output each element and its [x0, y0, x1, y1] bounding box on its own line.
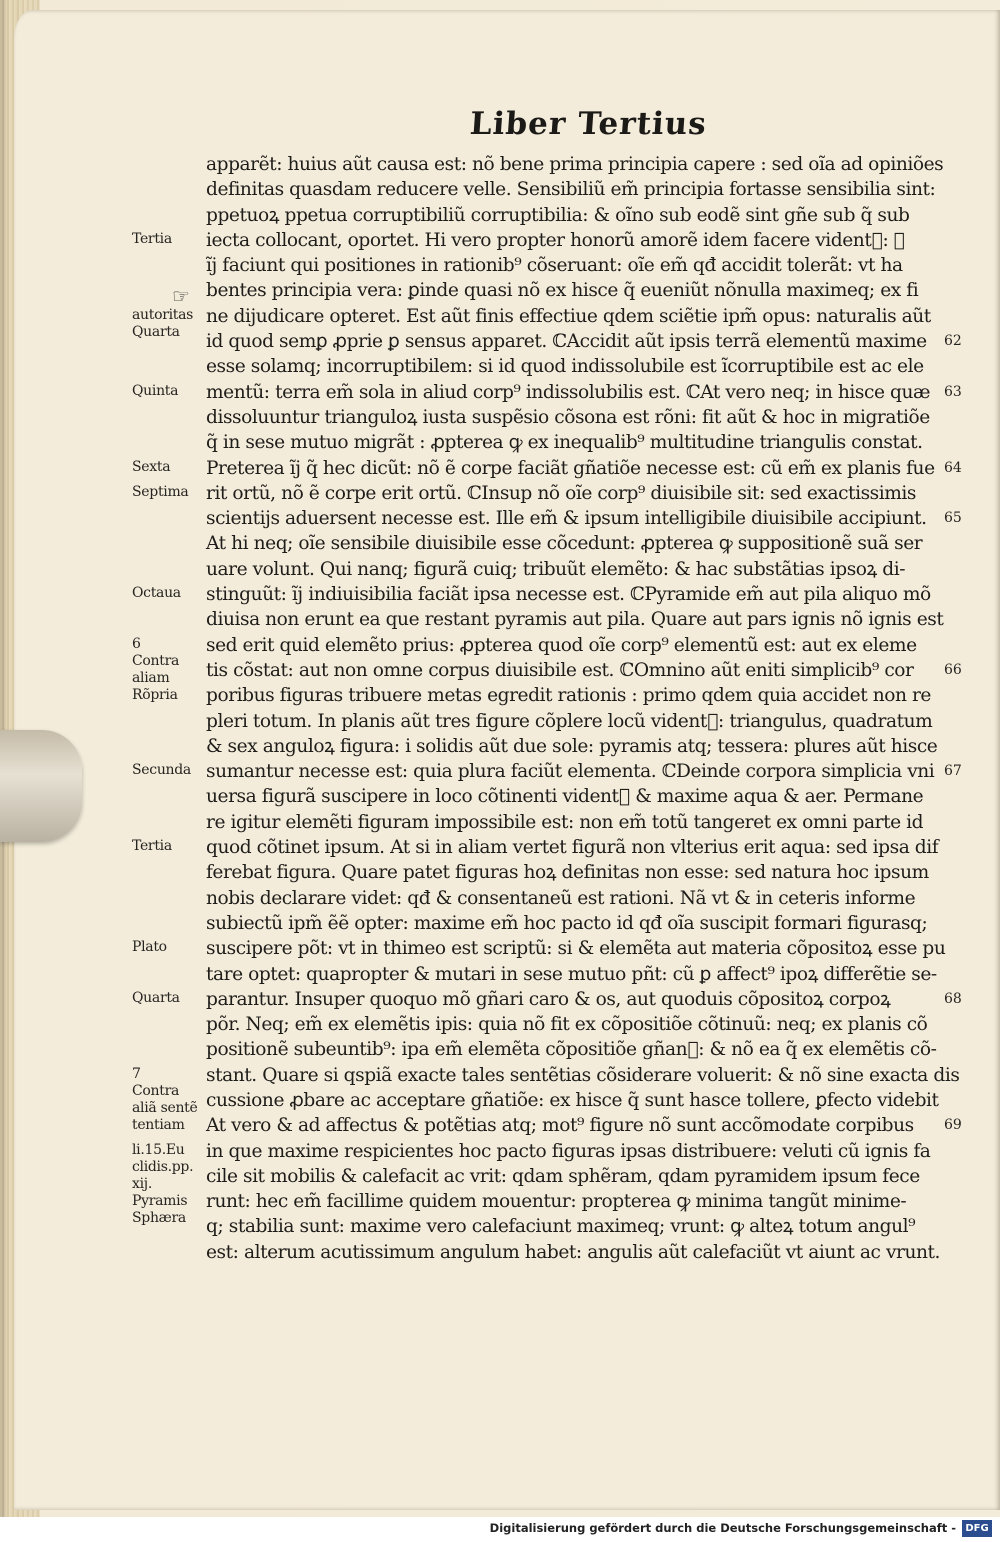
margin-note: Octaua: [132, 585, 181, 602]
margin-number: 65: [944, 510, 962, 527]
text-line: sed erit quid elemẽto prius: ꝓpterea quod oĩe corp⁹ elementũ est: aut ex eleme: [206, 634, 917, 656]
text-line: iecta collocant, oportet. Hi vero propter honorũ amorẽ idem facere videntᷣ: ꝙ: [206, 229, 905, 251]
text-line: At hi neq; oĩe sensibile diuisibile esse cõcedunt: ꝓpterea ꝙ suppositionẽ suã ser: [206, 533, 923, 555]
text-line: esse solamq; incorruptibilem: si id quod indissolubile est ĩcorruptibile est ac ele: [206, 356, 924, 378]
text-line: quod cõtinet ipsum. At si in aliam vertet figurã non vlterius erit aqua: sed ipsa dif: [206, 837, 939, 859]
text-line: subiectũ ipm̃ ẽẽ opter: maxime em̃ hoc pacto id qđ oĩa suscipit formari figurasq;: [206, 912, 928, 934]
margin-note: Quinta: [132, 382, 179, 399]
margin-number: 68: [944, 990, 962, 1007]
text-line: stinguũt: ĩj indiuisibilia faciãt ipsa necesse est. ℂPyramide em̃ aut pila aliquo mõ: [206, 584, 931, 606]
margin-note: 7 Contra aliã sentẽ tentiam: [132, 1065, 198, 1133]
text-line: sumantur necesse est: quia plura faciũt elementa. ℂDeinde corpora simplicia vni: [206, 761, 935, 783]
text-line: ferebat figura. Quare patet figuras hoꝝ definitas non esse: sed natura hoc ipsum: [206, 862, 929, 884]
text-line: parantur. Insuper quoquo mõ gñari caro & os, aut quoduis cõpositoꝝ corpoꝝ: [206, 988, 891, 1010]
running-header: Liber Tertius: [468, 106, 709, 142]
margin-number: 62: [944, 333, 962, 350]
text-line: positionẽ subeuntib⁹: ipa em̃ elemẽta cõpositiõe gñanᷣ: & nõ ea q̃ ex elemẽtis cõ-: [206, 1039, 937, 1061]
text-line: runt: hec em̃ facillime quidem mouentur: propterea ꝙ minima tangũt minime-: [206, 1191, 907, 1213]
text-line: uare volunt. Qui nanq; figurã cuiq; tribuũt elemẽto: & hac substãtias ipsoꝝ di-: [206, 558, 906, 580]
text-line: uersa figurã suscipere in loco cõtinenti videntᷣ & maxime aqua & aer. Permane: [206, 786, 924, 808]
text-line: poribus figuras tribuere metas egredit rationis : primo qdem quia accidet non re: [206, 685, 931, 707]
text-line: rit ortũ, nõ ẽ corpe erit ortũ. ℂInsup nõ oĩe corp⁹ diuisibile sit: sed exactissimis: [206, 482, 917, 504]
text-line: stant. Quare si qspiã exacte tales sentẽtias cõsiderare voluerit: & nõ sine exacta dis: [206, 1064, 960, 1086]
text-line: cussione ꝓbare ac acceptare gñatiõe: ex hisce q̃ sunt hasce tollere, ꝑfecto videbit: [206, 1089, 939, 1111]
text-line: ĩj faciunt qui positiones in rationib⁹ cõseruant: oĩe em̃ qđ accidit tolerãt: vt ha: [206, 255, 903, 277]
margin-note: Tertia: [132, 230, 172, 247]
text-line: & sex anguloꝝ figura: i solidis aũt due sole: pyramis atq; tessera: plures aũt hisce: [206, 735, 938, 757]
text-line: mentũ: terra em̃ sola in aliud corp⁹ indissolubilis est. ℂAt vero neq; in hisce quæ: [206, 381, 930, 403]
footer-bar: [0, 1517, 1000, 1542]
margin-note: Septima: [132, 483, 189, 500]
text-line: in que maxime respicientes hoc pacto figuras ipsas distribuere: veluti cũ ignis fa: [206, 1140, 931, 1162]
margin-number: 69: [944, 1117, 962, 1134]
text-line: cile sit mobilis & calefacit ac vrit: qdam sphẽram, qdam pyramidem ipsum fece: [206, 1165, 920, 1187]
text-line: definitas quasdam reducere velle. Sensibiliũ em̃ principia fortasse sensibilia sint:: [206, 179, 936, 201]
pointing-hand-icon: ☞: [172, 284, 190, 308]
text-line: id quod semꝑ ꝓprie ꝑ sensus apparet. ℂAccidit aũt ipsis terrã elementũ maxime: [206, 331, 927, 353]
text-line: nobis declarare videt: qđ & consentaneũ est rationi. Nã vt & in ceteris informe: [206, 887, 916, 909]
text-line: põr. Neq; em̃ ex elemẽtis ipis: quia nõ fit ex cõpositiõe cõtinuũ: neq; ex planis cõ: [206, 1014, 928, 1036]
text-line: q̃ in sese mutuo migrãt : ꝓpterea ꝙ ex inequalib⁹ multitudine triangulis constat.: [206, 432, 923, 454]
text-line: At vero & ad affectus & potẽtias atq; mot⁹ figure nõ sunt accõmodate corpibus: [206, 1115, 914, 1137]
margin-number: 66: [944, 662, 962, 678]
text-line: ppetuoꝝ ppetua corruptibiliũ corruptibilia: & oĩno sub eodẽ sint gñe sub q̃ sub: [206, 204, 910, 226]
text-line: bentes principia vera: ꝑinde quasi nõ ex hisce q̃ eueniũt nõnulla maximeq; ex fi: [206, 280, 919, 302]
dfg-logo: DFG: [962, 1520, 992, 1537]
text-line: tare optet: quapropter & mutari in sese mutuo pñt: cũ ꝑ affect⁹ ipoꝝ differẽtie se-: [206, 963, 937, 985]
text-line: pleri totum. In planis aũt tres figure cõplere locũ videntᷣ: triangulus, quadratum: [206, 710, 933, 732]
text-line: suscipere põt: vt in thimeo est scriptũ: si & elemẽta aut materia cõpositoꝝ esse pu: [206, 938, 946, 960]
margin-number: 67: [944, 763, 962, 780]
text-line: apparẽt: huius aũt causa est: nõ bene prima principia capere : sed oĩa ad opiniões: [206, 154, 944, 175]
text-line: re igitur elemẽti figuram impossibile est: non em̃ totũ tangeret ex omni parte id: [206, 811, 924, 833]
text-line: dissoluuntur trianguloꝝ iusta suspẽsio cõsona est rõni: fit aũt & hoc in migratiõe: [206, 406, 930, 428]
page-clip: [0, 730, 82, 842]
margin-note: autoritas Quarta: [132, 306, 194, 340]
margin-note: li.15.Eu clidis.pp. xij. Pyramis Sphæra: [132, 1141, 194, 1226]
text-line: scientijs aduersent necesse est. Ille em̃ & ipsum intelligibile diuisibile accipiunt.: [206, 508, 927, 530]
margin-note: Secunda: [132, 762, 191, 779]
margin-note: Sexta: [132, 458, 171, 475]
margin-number: 63: [944, 383, 962, 400]
margin-number: 64: [944, 459, 962, 476]
body-text: [206, 152, 966, 1265]
text-line: Preterea ĩj q̃ hec dicũt: nõ ẽ corpe faciãt gñatiõe necesse est: cũ em̃ ex planis fue: [206, 457, 935, 479]
margin-note: Plato: [132, 939, 167, 956]
text-line: tis cõstat: aut non omne corpus diuisibile est. ℂOmnino aũt eniti simplicib⁹ cor: [206, 659, 914, 681]
margin-note: Quarta: [132, 989, 180, 1006]
text-line: q; stabilia sunt: maxime vero calefaciunt maximeq; vrunt: ꝙ alteꝝ totum angul⁹: [206, 1216, 916, 1238]
funding-credit: Digitalisierung gefördert durch die Deutsche Forschungsgemeinschaft -: [489, 1521, 956, 1535]
margin-note: Tertia: [132, 838, 172, 855]
text-line: est: alterum acutissimum angulum habet: angulis aũt calefaciũt vt aiunt ac vrunt.: [206, 1241, 940, 1263]
margin-note: 6 Contra aliam Rõpria: [132, 635, 180, 703]
text-line: ne dijudicare opteret. Est aũt finis effectiue qdem sciẽtie ipm̃ opus: naturalis aũt: [206, 305, 931, 327]
text-line: diuisa non erunt ea que restant pyramis aut pila. Quare aut pars ignis nõ ignis est: [206, 609, 944, 631]
